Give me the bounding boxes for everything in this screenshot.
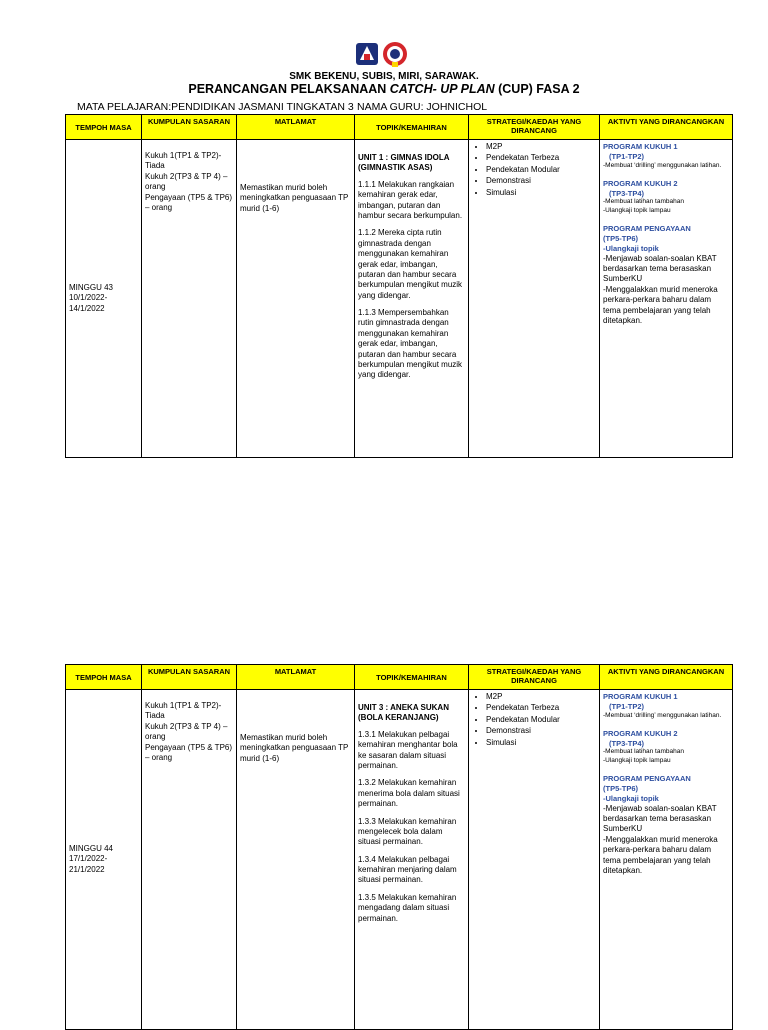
kukuh1-desc: -Membuat ‘drilling’ menggunakan latihan.	[603, 161, 722, 169]
topic-list	[358, 180, 465, 381]
target-cell	[142, 140, 237, 458]
strategy-cell	[469, 140, 600, 458]
topic-item: 1.3.4 Melakukan pelbagai kemahiran menjaring dalam situasi permainan.	[358, 854, 457, 885]
kukuh2-title: PROGRAM KUKUH 2	[603, 178, 678, 188]
kukuh2-tp: (TP3-TP4)	[609, 188, 645, 198]
col-kumpulan: KUMPULAN SASARAN	[142, 665, 237, 690]
topic-item: 1.1.1 Melakukan rangkaian kemahiran gerak edar, imbangan, putaran dan hambur secara berkumpulan.	[358, 179, 463, 220]
col-matlamat: MATLAMAT	[237, 115, 355, 140]
pengayaan-desc: -Menjawab soalan-soalan KBAT berdasarkan tema berasaskan SumberKU	[603, 803, 717, 834]
topic-item: 1.3.2 Melakukan kemahiran menerima bola dalam situasi permainan.	[358, 778, 460, 809]
strategy-item: • Simulasi	[486, 738, 596, 748]
topic-cell	[355, 140, 469, 458]
kukuh2-desc: -Ulangkaji topik lampau	[603, 756, 671, 764]
col-strategi: STRATEGI/KAEDAH YANG DIRANCANG	[469, 115, 600, 140]
table-row	[66, 690, 733, 1030]
school-logos	[354, 40, 410, 68]
strategy-item: • Simulasi	[486, 188, 596, 198]
topic-item: 1.3.5 Melakukan kemahiran mengadang dalam situasi permainan.	[358, 892, 457, 923]
pengayaan-title: PROGRAM PENGAYAAN	[603, 774, 691, 784]
col-strategi: STRATEGI/KAEDAH YANG DIRANCANG	[469, 665, 600, 690]
strategy-item: • Demonstrasi	[486, 726, 596, 736]
col-topik: TOPIK/KEMAHIRAN	[355, 665, 469, 690]
header-row	[66, 115, 733, 140]
strategy-item: • Pendekatan Terbeza	[486, 703, 596, 713]
header-row	[66, 665, 733, 690]
kukuh1-tp: (TP1-TP2)	[609, 151, 645, 161]
date-range: 10/1/2022-14/1/2022	[69, 293, 108, 313]
table-row	[66, 140, 733, 458]
pengayaan-title: PROGRAM PENGAYAAN	[603, 224, 691, 234]
kukuh1-desc: -Membuat ‘drilling’ menggunakan latihan.	[603, 711, 722, 719]
col-kumpulan: KUMPULAN SASARAN	[142, 115, 237, 140]
activity-cell	[600, 140, 733, 458]
week-label: MINGGU 44	[69, 843, 114, 853]
target-item: Pengayaan (TP5 & TP6) – orang	[145, 742, 233, 762]
pengayaan-desc: -Menjawab soalan-soalan KBAT berdasarkan tema berasaskan SumberKU	[603, 253, 717, 284]
pengayaan-tp: (TP5-TP6)	[603, 234, 639, 244]
topic-list	[358, 730, 465, 924]
document-title: PERANCANGAN PELAKSANAAN CATCH- UP PLAN (CUP) FASA 2	[188, 82, 580, 96]
activity-cell	[600, 690, 733, 1030]
goal-cell: Memastikan murid boleh meningkatkan penguasaan TP murid (1-6)	[237, 140, 355, 458]
kukuh1-title: PROGRAM KUKUH 1	[603, 692, 678, 701]
school-name: SMK BEKENU, SUBIS, MIRI, SARAWAK.	[289, 71, 479, 82]
strategy-list	[472, 142, 596, 198]
topic-item: 1.1.3 Mempersembahkan rutin gimnastrada dengan menggunakan kemahiran gerak edar, imbangan, putaran dan hambur secara berkumpulan mengikut muzik yang didengar.	[358, 308, 463, 380]
col-tempoh: TEMPOH MASA	[66, 665, 142, 690]
tempoh-cell	[66, 140, 142, 458]
col-topik: TOPIK/KEMAHIRAN	[355, 115, 469, 140]
target-item: Kukuh 1(TP1 & TP2)- Tiada	[145, 701, 222, 721]
tempoh-cell	[66, 690, 142, 1030]
col-aktiviti: AKTIVTI YANG DIRANCANGKAN	[600, 115, 733, 140]
pengayaan-tp: (TP5-TP6)	[603, 784, 639, 794]
kukuh2-desc: -Membuat latihan tambahan	[603, 198, 684, 206]
target-cell	[142, 690, 237, 1030]
kukuh1-title: PROGRAM KUKUH 1	[603, 142, 678, 151]
subject-label: MATA PELAJARAN:PENDIDIKAN JASMANI TINGKATAN 3	[77, 101, 354, 113]
strategy-list	[472, 692, 596, 748]
col-aktiviti: AKTIVTI YANG DIRANCANGKAN	[600, 665, 733, 690]
kukuh1-tp: (TP1-TP2)	[609, 701, 645, 711]
goal-cell: Memastikan murid boleh meningkatkan penguasaan TP murid (1-6)	[237, 690, 355, 1030]
school-crest-icon	[383, 42, 407, 67]
cup-table	[65, 114, 733, 458]
unit-title: UNIT 3 : ANEKA SUKAN (BOLA KERANJANG)	[358, 703, 449, 723]
topic-item: 1.1.2 Mereka cipta rutin gimnastrada dengan menggunakan kemahiran gerak edar, imbangan, putaran dan hambur secara berkumpulan mengikut muzik yang didengar.	[358, 228, 463, 300]
topic-item: 1.3.1 Melakukan pelbagai kemahiran menghantar bola ke sasaran dalam situasi permainan.	[358, 729, 458, 770]
pengayaan-desc: -Menggalakkan murid meneroka perkara-perkara baharu dalam tema pembelajaran yang telah ditetapkan.	[603, 284, 718, 325]
topic-item: 1.3.3 Melakukan kemahiran mengelecek bola dalam situasi permainan.	[358, 816, 457, 847]
target-item: Pengayaan (TP5 & TP6) – orang	[145, 192, 233, 212]
date-range: 17/1/2022-21/1/2022	[69, 854, 108, 874]
week-label: MINGGU 43	[69, 282, 114, 292]
col-tempoh: TEMPOH MASA	[66, 115, 142, 140]
strategy-item: • M2P	[486, 142, 596, 152]
strategy-item: • Pendekatan Terbeza	[486, 153, 596, 163]
target-item: Kukuh 2(TP3 & TP 4) – orang	[145, 721, 228, 742]
target-item: Kukuh 1(TP1 & TP2)- Tiada	[145, 151, 222, 171]
pengayaan-desc: -Menggalakkan murid meneroka perkara-perkara baharu dalam tema pembelajaran yang telah ditetapkan.	[603, 834, 718, 875]
col-matlamat: MATLAMAT	[237, 665, 355, 690]
kukuh2-title: PROGRAM KUKUH 2	[603, 728, 678, 738]
unit-title: UNIT 1 : GIMNAS IDOLA (GIMNASTIK ASAS)	[358, 153, 450, 173]
ministry-logo-icon	[356, 43, 378, 65]
pengayaan-sub: -Ulangkaji topik	[603, 793, 659, 803]
strategy-cell	[469, 690, 600, 1030]
strategy-item: • Pendekatan Modular	[486, 715, 596, 725]
pengayaan-sub: -Ulangkaji topik	[603, 243, 659, 253]
target-item: Kukuh 2(TP3 & TP 4) – orang	[145, 171, 228, 192]
topic-cell	[355, 690, 469, 1030]
strategy-item: • Pendekatan Modular	[486, 165, 596, 175]
kukuh2-desc: -Ulangkaji topik lampau	[603, 206, 671, 214]
teacher-label: NAMA GURU: JOHNICHOL	[357, 101, 488, 113]
kukuh2-tp: (TP3-TP4)	[609, 738, 645, 748]
cup-table	[65, 664, 733, 1030]
strategy-item: • M2P	[486, 692, 596, 702]
strategy-item: • Demonstrasi	[486, 176, 596, 186]
kukuh2-desc: -Membuat latihan tambahan	[603, 748, 684, 756]
